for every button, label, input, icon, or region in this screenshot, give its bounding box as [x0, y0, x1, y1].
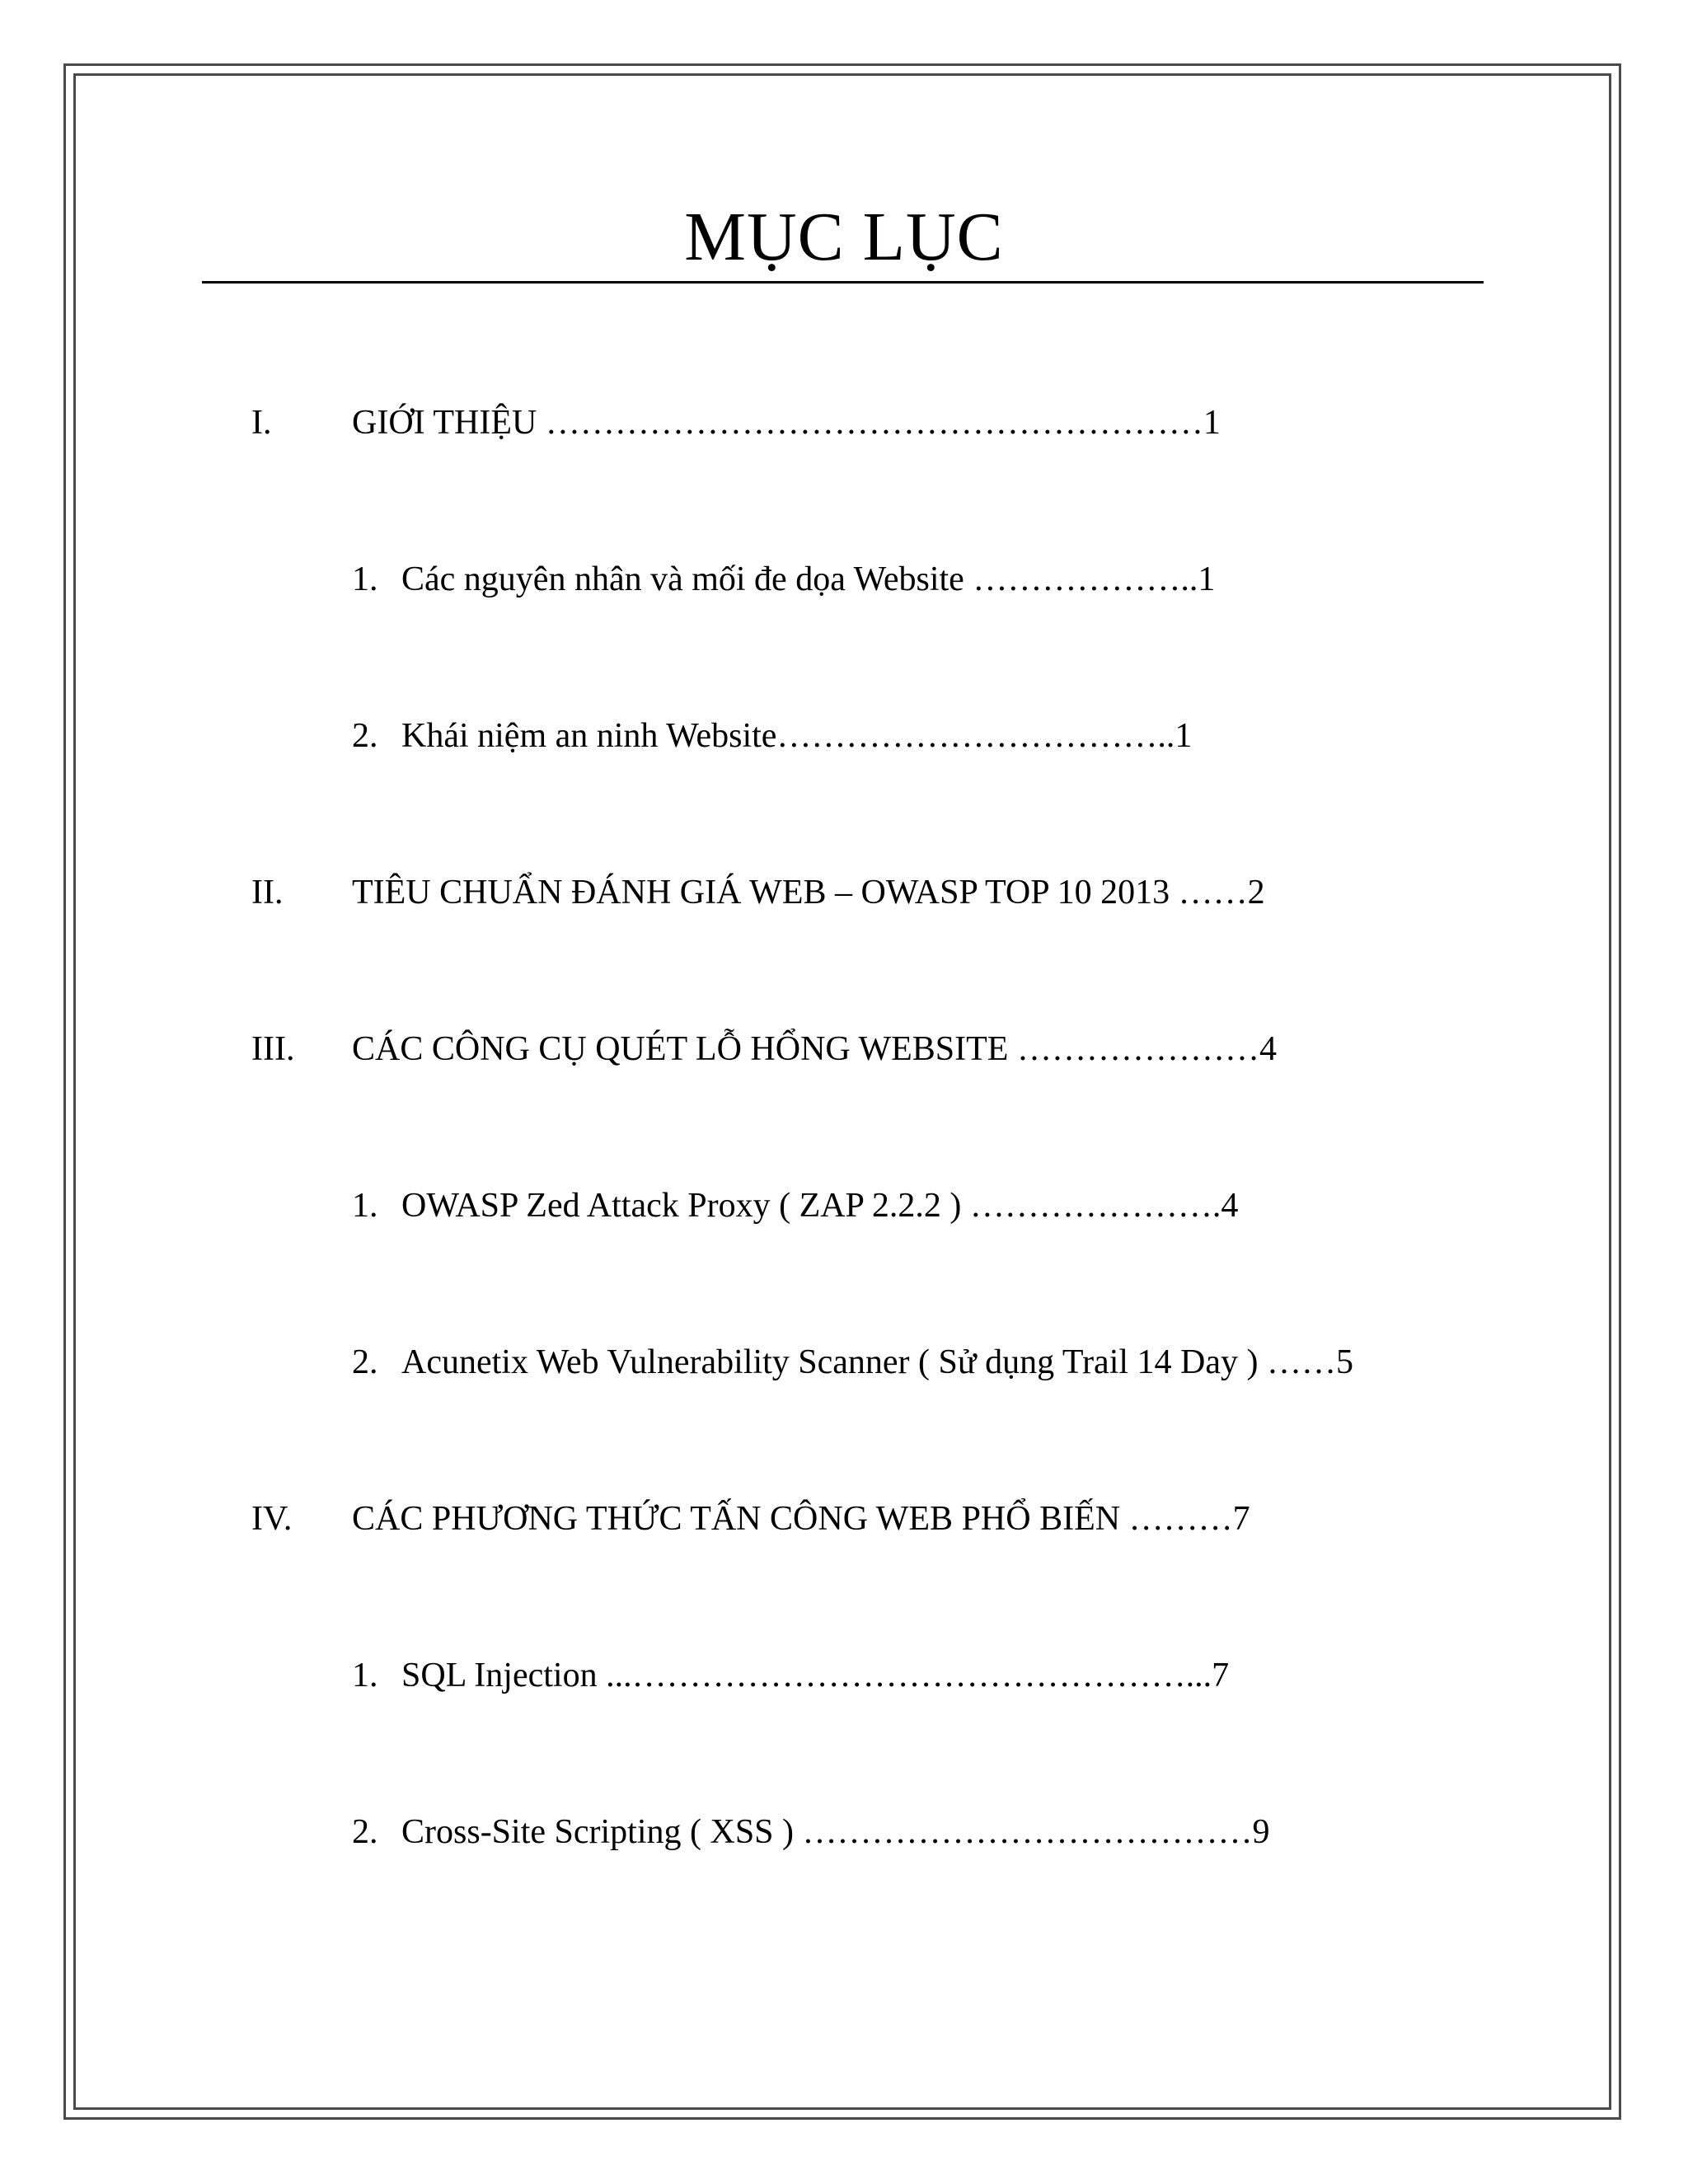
title-underline — [202, 281, 1484, 284]
toc-entry-text: Acunetix Web Vulnerability Scanner ( Sử dụng Trail 14 Day ) ……5 — [401, 1343, 1353, 1381]
toc-entry-text: CÁC PHƯƠNG THỨC TẤN CÔNG WEB PHỔ BIẾN ………7 — [352, 1500, 1250, 1538]
toc-entry-number: II. — [251, 874, 284, 912]
toc-entry-text: Các nguyên nhân và mối đe dọa Website ………………..1 — [401, 560, 1216, 598]
toc-entry-number: 1. — [352, 560, 378, 598]
toc-entry-text: OWASP Zed Attack Proxy ( ZAP 2.2.2 ) ………………….4 — [401, 1187, 1239, 1225]
toc-entry-number: I. — [251, 404, 272, 442]
page-border-inner — [73, 73, 1611, 2110]
toc-entry-number: 2. — [352, 1813, 378, 1851]
toc-entry-text: Cross-Site Scripting ( XSS ) …………………………………9 — [401, 1813, 1270, 1851]
toc-entry-text: SQL Injection ...…………………………………………...7 — [401, 1657, 1230, 1694]
toc-entry-number: 1. — [352, 1657, 378, 1694]
toc-entry-text: GIỚI THIỆU …………………………………………………1 — [352, 404, 1221, 442]
toc-entry-number: 2. — [352, 717, 378, 755]
toc-entry-number: 1. — [352, 1187, 378, 1225]
toc-entry-text: CÁC CÔNG CỤ QUÉT LỖ HỔNG WEBSITE …………………4 — [352, 1030, 1277, 1068]
toc-entry-number: 2. — [352, 1343, 378, 1381]
toc-entry-text: TIÊU CHUẨN ĐÁNH GIÁ WEB – OWASP TOP 10 2013 ……2 — [352, 874, 1265, 912]
toc-entry-text: Khái niệm an ninh Website……………………………..1 — [401, 717, 1193, 755]
toc-entry-number: IV. — [251, 1500, 293, 1538]
toc-entry-number: III. — [251, 1030, 295, 1068]
page-title: MỤC LỤC — [684, 199, 1004, 275]
